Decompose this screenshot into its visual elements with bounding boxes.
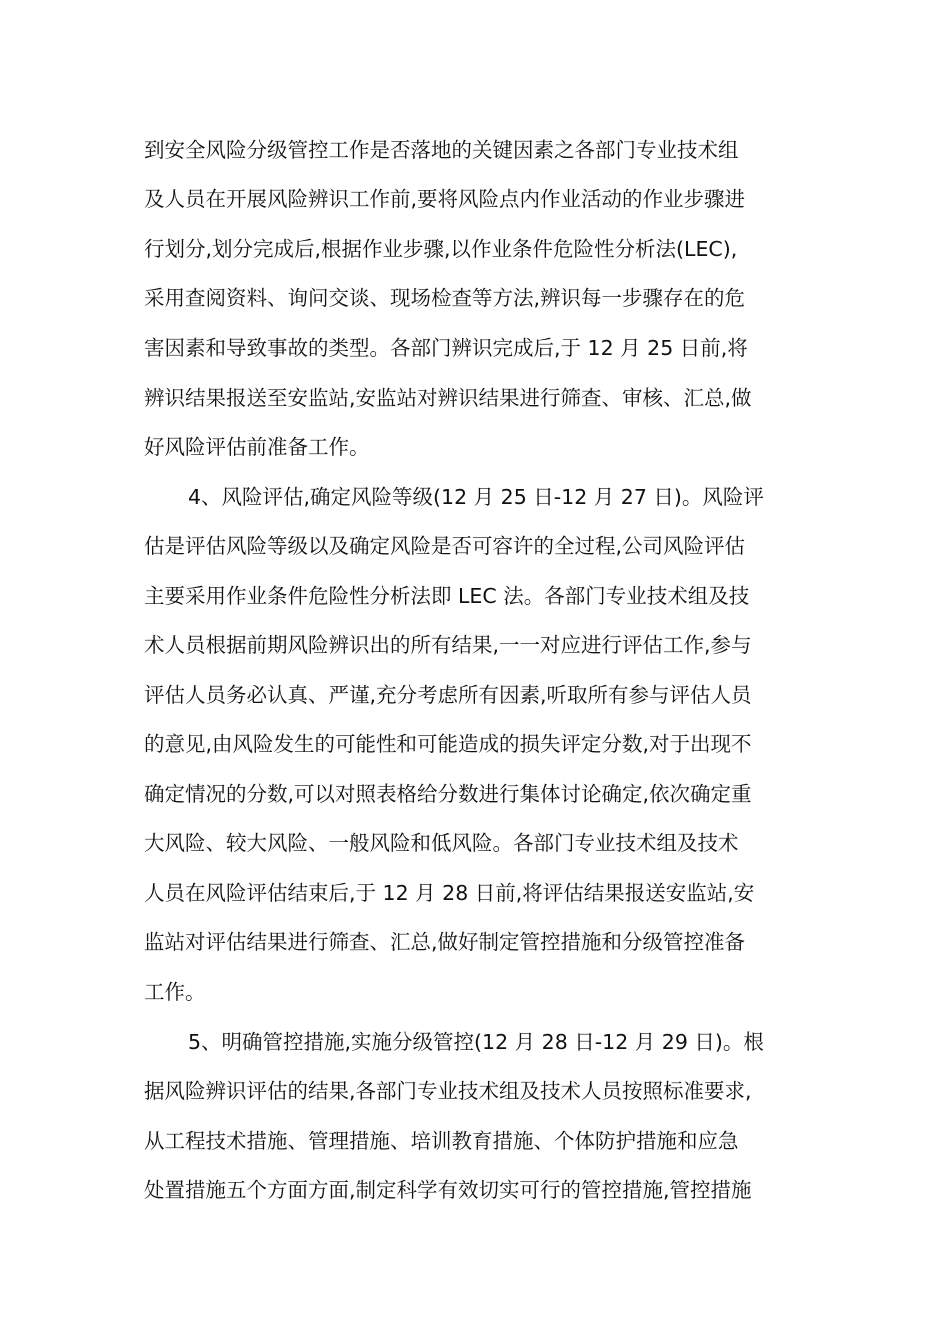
text-line: 术人员根据前期风险辨识出的所有结果,一一对应进行评估工作,参与 (144, 633, 752, 657)
text-line: 主要采用作业条件危险性分析法即 LEC 法。各部门专业技术组及技 (144, 584, 750, 608)
text-line: 行划分,划分完成后,根据作业步骤,以作业条件危险性分析法(LEC), (144, 237, 738, 261)
text-line: 及人员在开展风险辨识工作前,要将风险点内作业活动的作业步骤进 (144, 187, 746, 211)
text-line: 估是评估风险等级以及确定风险是否可容许的全过程,公司风险评估 (144, 534, 746, 558)
text-line: 采用查阅资料、询问交谈、现场检查等方法,辨识每一步骤存在的危 (144, 286, 746, 310)
text-line: 到安全风险分级管控工作是否落地的关键因素之各部门专业技术组 (144, 138, 739, 162)
text-line: 确定情况的分数,可以对照表格给分数进行集体讨论确定,依次确定重 (144, 782, 752, 806)
text-line: 人员在风险评估结束后,于 12 月 28 日前,将评估结果报送安监站,安 (144, 881, 755, 905)
text-line: 据风险辨识评估的结果,各部门专业技术组及技术人员按照标准要求, (144, 1079, 752, 1103)
text-line: 辨识结果报送至安监站,安监站对辨识结果进行筛查、审核、汇总,做 (144, 386, 752, 410)
text-line: 的意见,由风险发生的可能性和可能造成的损失评定分数,对于出现不 (144, 732, 752, 756)
text-line: 害因素和导致事故的类型。各部门辨识完成后,于 12 月 25 日前,将 (144, 336, 748, 360)
text-line: 从工程技术措施、管理措施、培训教育措施、个体防护措施和应急 (144, 1129, 739, 1153)
paragraph-start-line: 5、明确管控措施,实施分级管控(12 月 28 日-12 月 29 日)。根 (188, 1030, 764, 1054)
text-line: 好风险评估前准备工作。 (144, 435, 370, 459)
text-line: 大风险、较大风险、一般风险和低风险。各部门专业技术组及技术 (144, 831, 739, 855)
text-line: 评估人员务必认真、严谨,充分考虑所有因素,听取所有参与评估人员 (144, 683, 752, 707)
paragraph-start-line: 4、风险评估,确定风险等级(12 月 25 日-12 月 27 日)。风险评 (188, 485, 764, 509)
text-line: 工作。 (144, 980, 206, 1004)
text-line: 监站对评估结果进行筛查、汇总,做好制定管控措施和分级管控准备 (144, 930, 746, 954)
text-line: 处置措施五个方面方面,制定科学有效切实可行的管控措施,管控措施 (144, 1178, 752, 1202)
